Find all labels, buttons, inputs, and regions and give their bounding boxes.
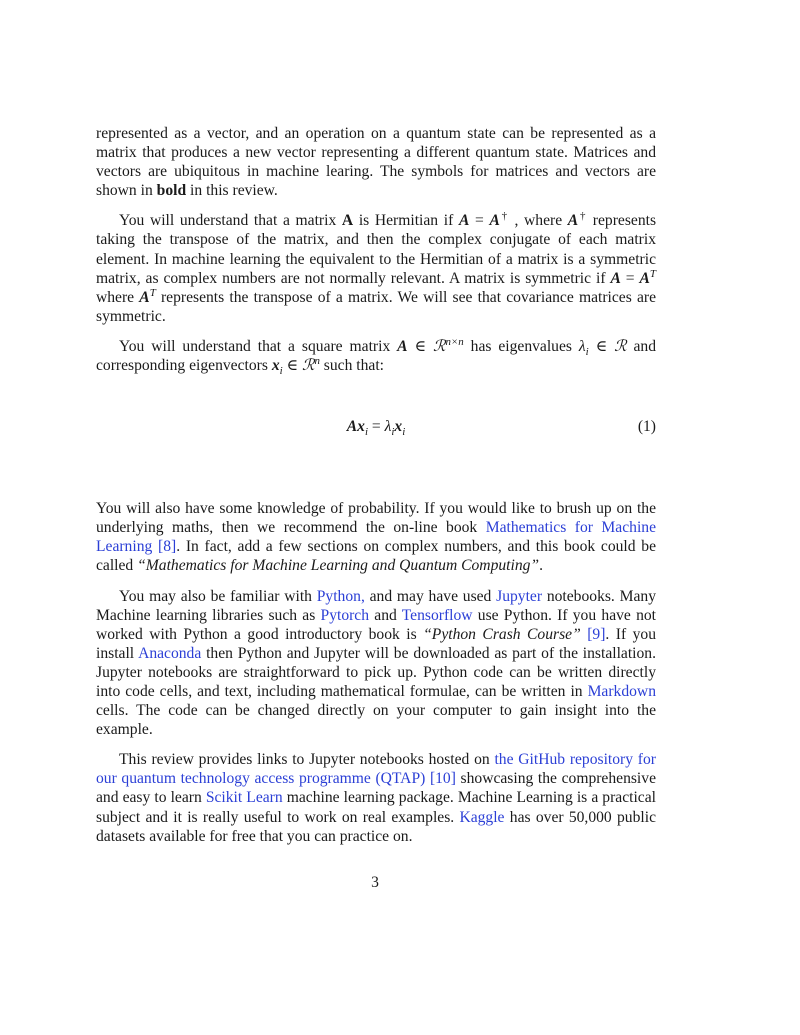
math-real-space: ℛ [301,356,315,375]
text-span: . [539,557,543,575]
equation-number: (1) [637,418,656,436]
citation-10-link[interactable]: [10] [429,770,456,788]
math-vector-x: x [271,357,280,375]
text-span: You may also be familiar with [119,587,317,605]
text-span: is Hermitian if [353,212,459,230]
math-matrix-a: A [489,212,500,230]
link-python[interactable]: Python, [316,587,365,605]
math-matrix-a: A [341,212,354,230]
math-element-of: ∈ [588,337,615,355]
math-a-transpose [139,286,156,306]
text-span: in this review. [186,182,278,200]
math-dagger: † [499,210,509,223]
math-vector-x: x [357,418,365,436]
paper-body [96,124,656,857]
text-span: then Python and Jupyter will be downloaded as part of the installation. Jupyter notebooks are straightforward to pick up. Python code can be written directly into code cells, and text, including mathematical formulae, can be written in [96,644,657,700]
page-number: 3 [371,874,379,891]
link-tensorflow[interactable]: Tensorflow [401,606,473,624]
text-span: represents taking the transpose of the matrix, and then the complex conjugate of each matrix element. In machine learning the equivalent to the Hermitian of a matrix is a symmetric matrix, as complex numbers are not normally relevant. A matrix is symmetric if [96,212,657,287]
math-matrix-a: A [346,418,358,436]
text-span: This review provides links to Jupyter notebooks hosted on [119,751,495,769]
text-span: You will understand that a matrix [119,212,342,230]
paragraph-matrices-vectors [96,124,656,200]
text-span: represented as a vector, and an operation on a quantum state can be represented as a matrix that produces a new vector representing a different quantum state. Matrices and vectors are ubiquitous in machine learing. The symbols for matrices and vectors are shown in [96,125,656,200]
math-lambda: λ [578,337,586,355]
text-span: cells. The code can be changed directly on your computer to gain insight into the example. [96,702,656,739]
math-matrix-a: A [139,288,150,306]
link-anaconda[interactable]: Anaconda [138,644,202,662]
math-index-i: i [391,426,395,439]
math-symmetric-condition [610,267,656,287]
math-n-by-n: n×n [445,335,464,348]
paragraph-probability [96,499,656,575]
math-transpose: T [149,286,156,299]
link-jupyter[interactable]: Jupyter [496,587,543,605]
math-matrix-a: A [397,337,408,355]
math-exponent-n: n [314,354,320,367]
math-equals: = [368,418,385,436]
text-span: and may have used [364,587,497,605]
text-span: has eigenvalues [463,337,579,355]
italic-book-title: “Mathematics for Machine Learning and Quantum Computing” [137,557,540,575]
math-real-space: ℛ [432,336,446,355]
link-scikit-learn[interactable]: Scikit Learn [205,789,283,807]
text-span: represents the transpose of a matrix. We will see that covariance matrices are symmetric. [96,288,657,325]
math-element-of: ∈ [282,357,302,375]
citation-9-link[interactable]: [9] [587,625,606,643]
math-lambda: λ [384,418,392,436]
text-span: machine learning package. Machine Learning is a practical subject and it is really useful to work on real examples. [96,789,656,826]
link-pytorch[interactable]: Pytorch [320,606,370,624]
text-span: You will understand that a square matrix [119,337,398,355]
math-matrix-a: A [458,212,470,230]
math-x-in-rn [271,354,320,378]
math-index-i: i [364,426,368,439]
math-real-space: ℛ [614,336,627,355]
math-lambda-in-r [578,336,627,359]
link-kaggle[interactable]: Kaggle [459,808,505,826]
math-equals: = [620,269,640,287]
text-span: where [96,288,140,306]
text-span: such that: [319,357,384,375]
math-index-i: i [402,426,406,439]
link-markdown[interactable]: Markdown [587,682,656,700]
link-mathematics-for-ml[interactable]: Mathematics for Machine Learning [96,519,656,556]
paragraph-python [96,587,656,740]
math-matrix-a: A [610,269,621,287]
math-element-of: ∈ [407,337,433,355]
math-matrix-a: A [567,212,579,230]
text-span: has over 50,000 public datasets available for free that you can practice on. [96,808,656,845]
text-span: use Python. If you have not worked with Python a good introductory book is [96,606,656,643]
link-github-qtap[interactable]: the GitHub repository for our quantum technology access programme (QTAP) [96,751,656,788]
math-vector-x: x [394,418,403,436]
text-span: notebooks. Many Machine learning libraries such as [96,587,656,624]
math-a-in-rnn [397,335,464,355]
text-span: and [369,606,402,624]
bold-word: bold [156,182,187,200]
text-span: . If you install [96,625,656,662]
paragraph-hermitian [96,211,656,326]
italic-book-title: “Python Crash Course” [423,625,581,643]
math-a-dagger [568,212,587,229]
text-span: and corresponding eigenvectors [96,337,657,375]
equation-body [96,417,656,439]
math-index-i: i [585,346,589,359]
equation-eigen [96,409,656,447]
paragraph-eigenvalues [96,335,657,378]
text-span: , where [508,212,568,230]
paragraph-notebooks [96,750,656,845]
citation-8-link[interactable]: [8] [158,538,177,556]
text-span: showcasing the comprehensive and easy to learn [96,770,656,807]
text-span: You will also have some knowledge of probability. If you would like to brush up on the underlying maths, then we recommend the on-line book [96,500,656,537]
math-dagger: † [578,210,588,223]
math-transpose: T [649,267,656,280]
math-equals: = [469,212,490,230]
text-span: . In fact, add a few sections on complex numbers, and this book could be called [96,538,656,575]
math-index-i: i [279,365,283,378]
math-hermitian-condition [459,212,509,229]
math-matrix-a: A [639,269,650,287]
